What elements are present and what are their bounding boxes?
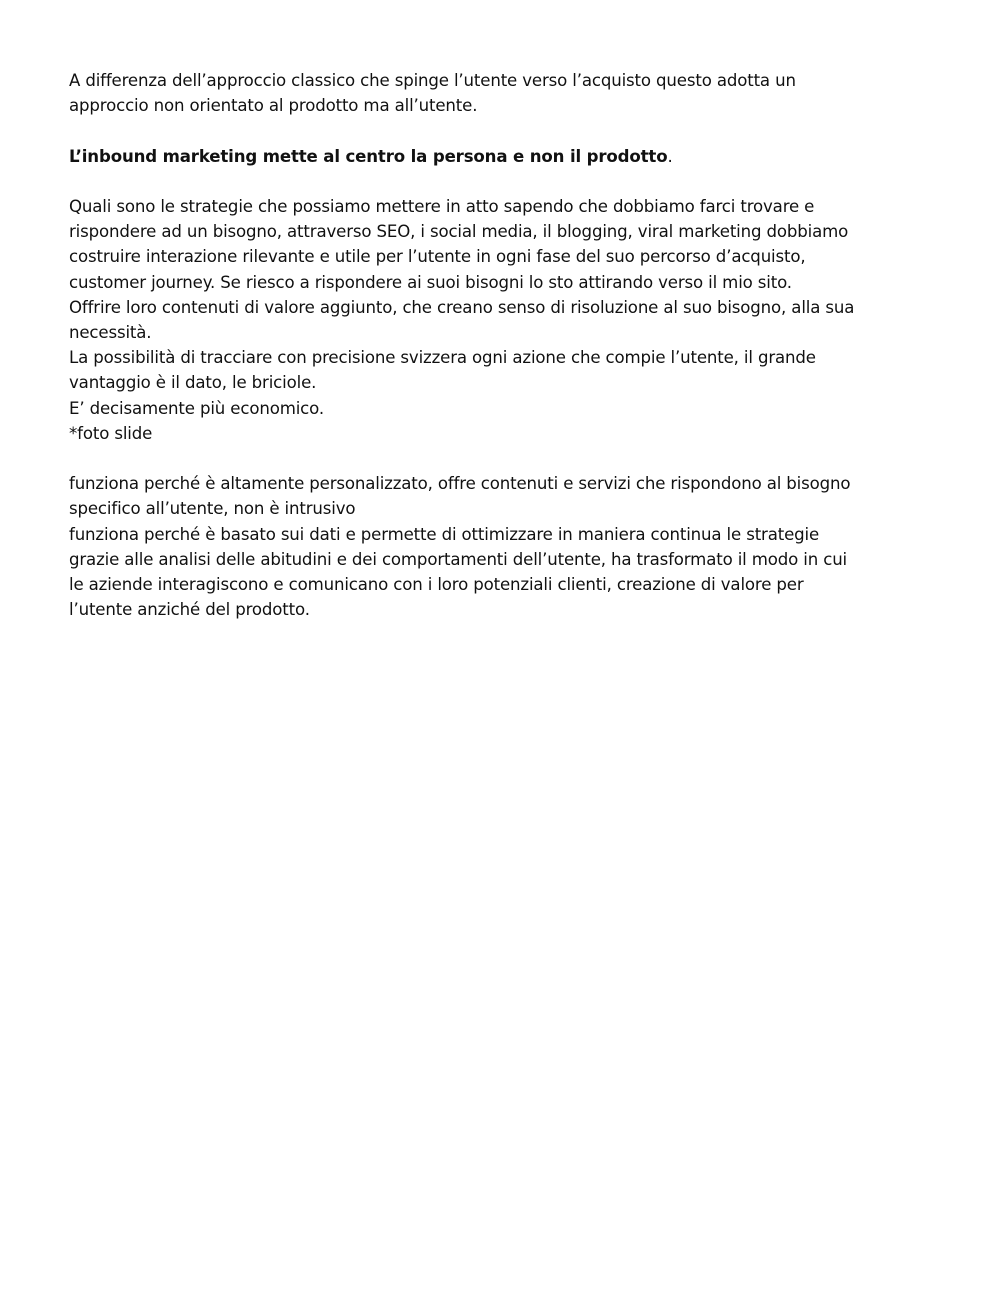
paragraph-spacer xyxy=(69,118,939,143)
text-line: funziona perché è basato sui dati e permette di ottimizzare in maniera continua le strategie xyxy=(69,524,820,544)
paragraph-strategies xyxy=(69,194,939,446)
statement-period: . xyxy=(667,146,673,166)
text-line: grazie alle analisi delle abitudini e dei comportamenti dell’utente, ha trasformato il modo in cui xyxy=(69,549,848,569)
text-line: vantaggio è il dato, le briciole. xyxy=(69,373,317,393)
text-line: funziona perché è altamente personalizzato, offre contenuti e servizi che rispondono al bisogno xyxy=(69,474,851,494)
text-line: rispondere ad un bisogno, attraverso SEO, i social media, il blogging, viral marketing dobbiamo xyxy=(69,222,849,242)
text-line: necessità. xyxy=(69,323,152,342)
paragraph-inbound-statement xyxy=(69,144,939,169)
bold-statement: L’inbound marketing mette al centro la persona e non il prodotto xyxy=(69,146,668,166)
paragraph-approach xyxy=(69,68,939,118)
text-line: Quali sono le strategie che possiamo mettere in atto sapendo che dobbiamo farci trovare e xyxy=(69,196,815,216)
text-line: Offrire loro contenuti di valore aggiunto, che creano senso di risoluzione al suo bisogno, alla sua xyxy=(69,297,855,317)
text-line: le aziende interagiscono e comunicano con i loro potenziali clienti, creazione di valore per xyxy=(69,575,804,595)
text-line xyxy=(69,144,939,169)
text-line: l’utente anziché del prodotto. xyxy=(69,600,310,620)
document-page xyxy=(69,68,939,622)
text-line: costruire interazione rilevante e utile per l’utente in ogni fase del suo percorso d’acquisto, xyxy=(69,247,806,267)
text-line: approccio non orientato al prodotto ma all’utente. xyxy=(69,96,478,116)
paragraph-why-it-works xyxy=(69,471,939,622)
text-line: A differenza dell’approccio classico che spinge l’utente verso l’acquisto questo adotta un xyxy=(69,71,796,90)
text-line: customer journey. Se riesco a rispondere ai suoi bisogni lo sto attirando verso il mio sito. xyxy=(69,272,792,292)
text-line: E’ decisamente più economico. xyxy=(69,398,324,418)
text-line: specifico all’utente, non è intrusivo xyxy=(69,499,356,519)
text-line: *foto slide xyxy=(69,423,153,443)
text-line: La possibilità di tracciare con precisione svizzera ogni azione che compie l’utente, il grande xyxy=(69,348,816,368)
paragraph-spacer xyxy=(69,446,939,471)
paragraph-spacer xyxy=(69,169,939,194)
